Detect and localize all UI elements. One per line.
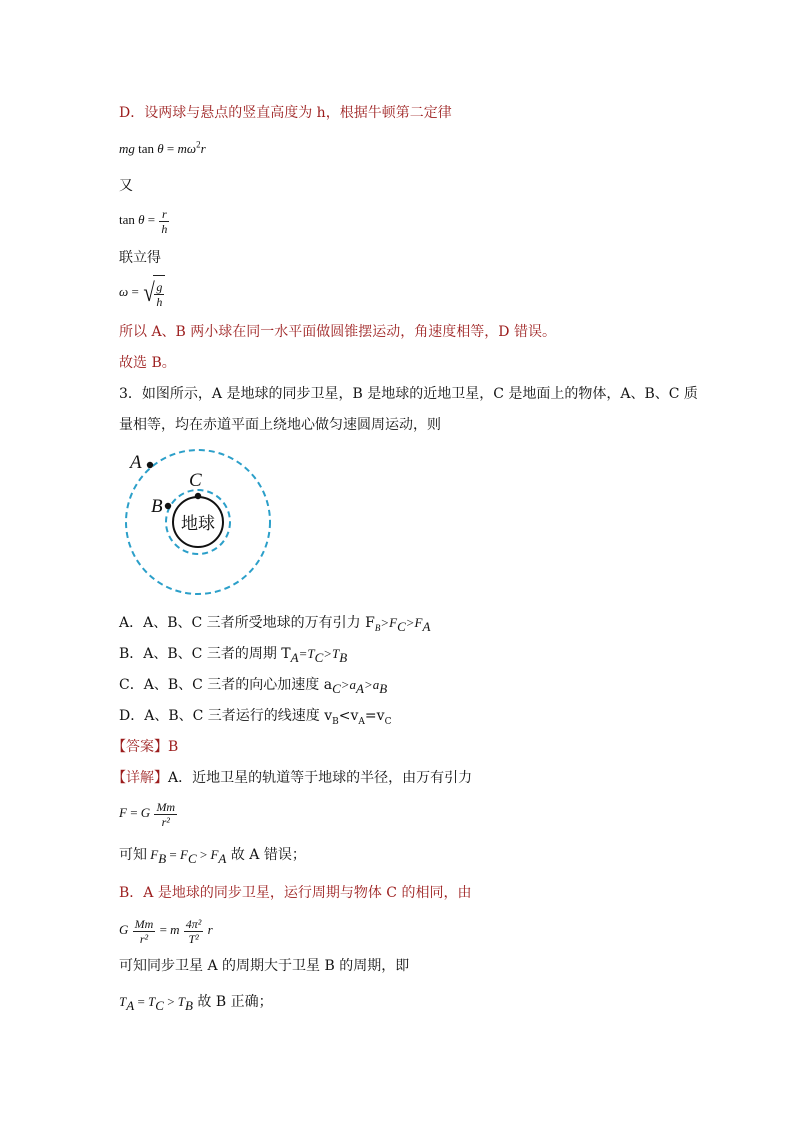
sqrt-g-over-h: √ $\frac{g}{h}$	[142, 274, 165, 312]
orbit-diagram	[118, 444, 278, 604]
conclusion-a: 可知 $F_B = F_C > F_A$ 故 A 错误；	[119, 847, 306, 866]
explanation-a-line: 【详解】A．近地卫星的轨道等于地球的半径，由万有引力	[112, 770, 473, 786]
explanation-label: 【详解】	[112, 770, 168, 786]
explanation-b-line-2: 可知同步卫星 A 的周期大于卫星 B 的周期，即	[119, 958, 410, 974]
equation-5: G $\frac{Mm}{\text{r²}}$ = m $\frac{\text{4π²}}{\text{T²}}$ r	[119, 916, 213, 946]
text-combine: 联立得	[119, 250, 161, 266]
equation-1: mg $\tan \theta = m\omega^2r$	[119, 139, 206, 156]
text-choose-b: 故选 B。	[119, 355, 176, 371]
conclusion-b: $T_A = T_C > T_B$ 故 B 正确；	[119, 994, 273, 1013]
option-c: C．A、B、C 三者的向心加速度 $a_C>a_A>a_B$	[119, 677, 388, 696]
answer-line	[112, 738, 178, 756]
option-a: A．A、B、C 三者所受地球的万有引力 $F_B>F_C>F_A$	[119, 615, 431, 634]
label-b: B	[151, 496, 163, 517]
equation-2: tan θ = $\frac{r}{h}$	[119, 206, 168, 236]
answer-label: 【答案】	[112, 739, 168, 755]
label-a: A	[130, 452, 142, 473]
text-again: 又	[119, 178, 133, 194]
question-3-line-1: 3．如图所示，A 是地球的同步卫星，B 是地球的近地卫星，C 是地面上的物体，A、B、C 质	[119, 386, 698, 402]
question-3-line-2: 量相等，均在赤道平面上绕地心做匀速圆周运动，则	[119, 417, 441, 433]
satellite-a-dot	[147, 462, 153, 468]
equation-3: ω = √ $\frac{g}{h}$	[119, 274, 165, 312]
explanation-d-line	[119, 104, 452, 122]
fraction-r-over-h: $\frac{r}{h}$	[161, 206, 168, 236]
option-d: D．A、B、C 三者运行的线速度 $v_B<v_A=v_C$	[119, 708, 392, 727]
explanation-b-line: B．A 是地球的同步卫星，运行周期与物体 C 的相同，由	[119, 885, 472, 901]
equation-4: F = G $\frac{Mm}{\text{r²}}$	[119, 799, 176, 829]
text-conclusion-d: 所以 A、B 两小球在同一水平面做圆锥摆运动，角速度相等，D 错误。	[119, 324, 556, 340]
answer-value: B	[168, 739, 179, 755]
label-c: C	[189, 470, 202, 491]
option-b: B．A、B、C 三者的周期 $T_A=T_C>T_B$	[119, 646, 348, 665]
text-d: D．设两球与悬点的竖直高度为 h，根据牛顿第二定律	[119, 105, 452, 121]
label-earth: 地球	[181, 514, 215, 534]
object-c-dot	[195, 493, 201, 499]
satellite-b-dot	[165, 503, 171, 509]
